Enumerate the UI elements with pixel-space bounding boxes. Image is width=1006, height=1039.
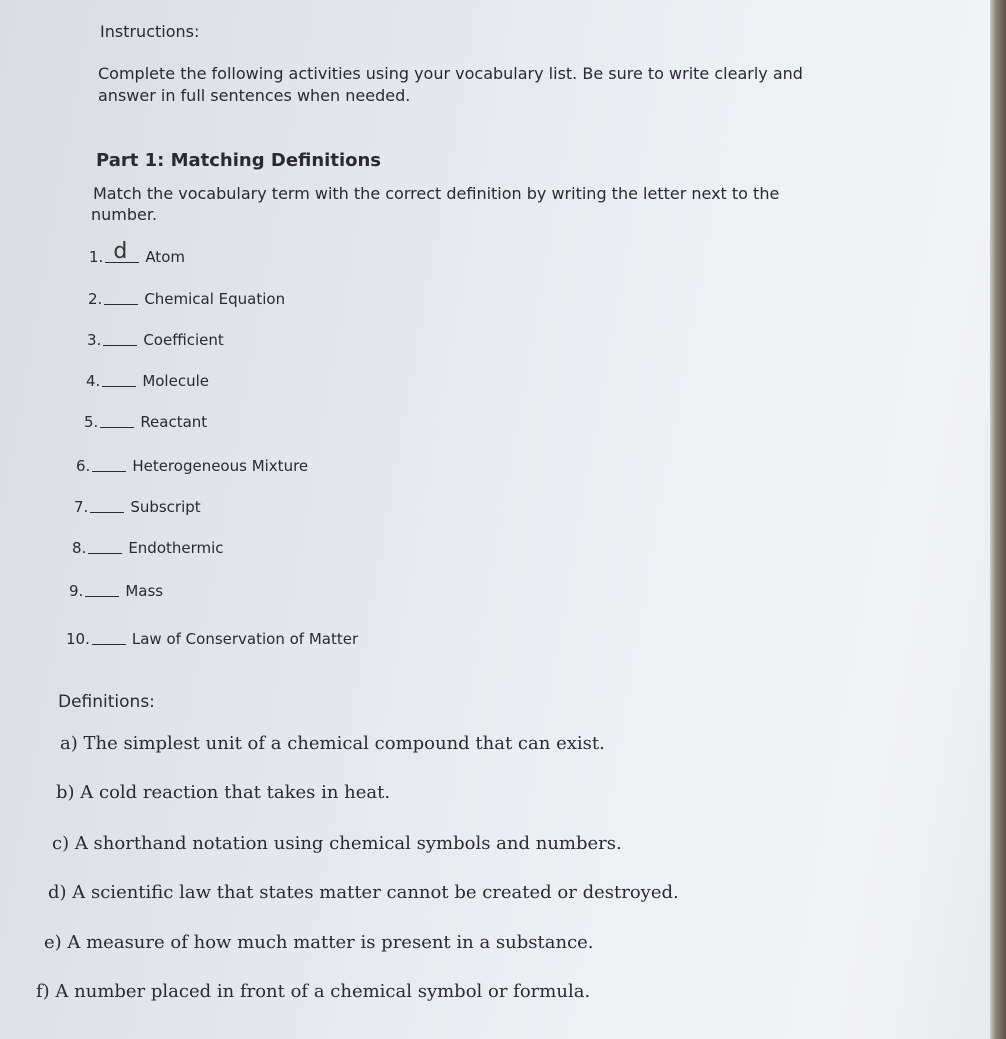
item-number: 6. <box>76 457 91 475</box>
vocabulary-term: Chemical Equation <box>144 290 286 308</box>
answer-blank[interactable] <box>88 535 122 554</box>
answer-blank[interactable] <box>92 453 126 472</box>
instructions-text-line-1: Complete the following activities using your vocabulary list. Be sure to write clearly and <box>98 64 803 83</box>
answer-blank[interactable] <box>103 327 137 346</box>
part1-title: Part 1: Matching Definitions <box>96 150 382 171</box>
answer-blank[interactable] <box>85 578 119 597</box>
matching-item-5 <box>84 409 207 431</box>
instructions-label: Instructions: <box>100 22 200 41</box>
answer-blank[interactable] <box>105 239 139 264</box>
vocabulary-term: Mass <box>125 582 164 600</box>
matching-item-8 <box>72 535 224 557</box>
vocabulary-term: Subscript <box>130 498 201 516</box>
answer-blank[interactable] <box>92 626 126 645</box>
vocabulary-term: Reactant <box>140 413 208 431</box>
definition-b: b) A cold reaction that takes in heat. <box>56 782 391 803</box>
item-number: 7. <box>74 498 89 516</box>
part1-prompt-line-2: number. <box>91 205 158 224</box>
vocabulary-term: Molecule <box>142 372 209 390</box>
matching-item-6 <box>76 453 308 475</box>
item-number: 5. <box>84 413 99 431</box>
instructions-text-line-2: answer in full sentences when needed. <box>98 86 411 105</box>
matching-item-7 <box>74 494 201 516</box>
vocabulary-term: Law of Conservation of Matter <box>131 630 359 648</box>
matching-item-2 <box>88 286 285 308</box>
item-number: 1. <box>89 248 104 266</box>
page-edge-shadow <box>990 0 1006 1039</box>
vocabulary-term: Endothermic <box>128 539 224 557</box>
vocabulary-term: Coefficient <box>143 331 224 349</box>
answer-blank[interactable] <box>90 494 124 513</box>
item-number: 4. <box>86 372 101 390</box>
definition-c: c) A shorthand notation using chemical symbols and numbers. <box>52 833 622 854</box>
definition-d: d) A scientific law that states matter cannot be created or destroyed. <box>48 882 679 903</box>
matching-item-3 <box>87 327 224 349</box>
handwritten-answer: d <box>113 239 128 264</box>
vocabulary-term: Atom <box>145 248 185 266</box>
matching-item-10 <box>66 626 358 648</box>
answer-blank[interactable] <box>100 409 134 428</box>
definition-f: f) A number placed in front of a chemical symbol or formula. <box>36 981 591 1002</box>
definitions-label: Definitions: <box>58 692 155 712</box>
definition-a: a) The simplest unit of a chemical compound that can exist. <box>60 733 605 754</box>
answer-blank[interactable] <box>104 286 138 305</box>
matching-item-1 <box>89 239 185 266</box>
matching-item-4 <box>86 368 209 390</box>
item-number: 8. <box>72 539 87 557</box>
definition-e: e) A measure of how much matter is present in a substance. <box>44 932 594 953</box>
answer-blank[interactable] <box>102 368 136 387</box>
matching-item-9 <box>69 578 163 600</box>
vocabulary-term: Heterogeneous Mixture <box>132 457 309 475</box>
part1-prompt-line-1: Match the vocabulary term with the correct definition by writing the letter next to the <box>93 184 780 203</box>
item-number: 2. <box>88 290 103 308</box>
item-number: 10. <box>66 630 90 648</box>
item-number: 3. <box>87 331 102 349</box>
item-number: 9. <box>69 582 84 600</box>
